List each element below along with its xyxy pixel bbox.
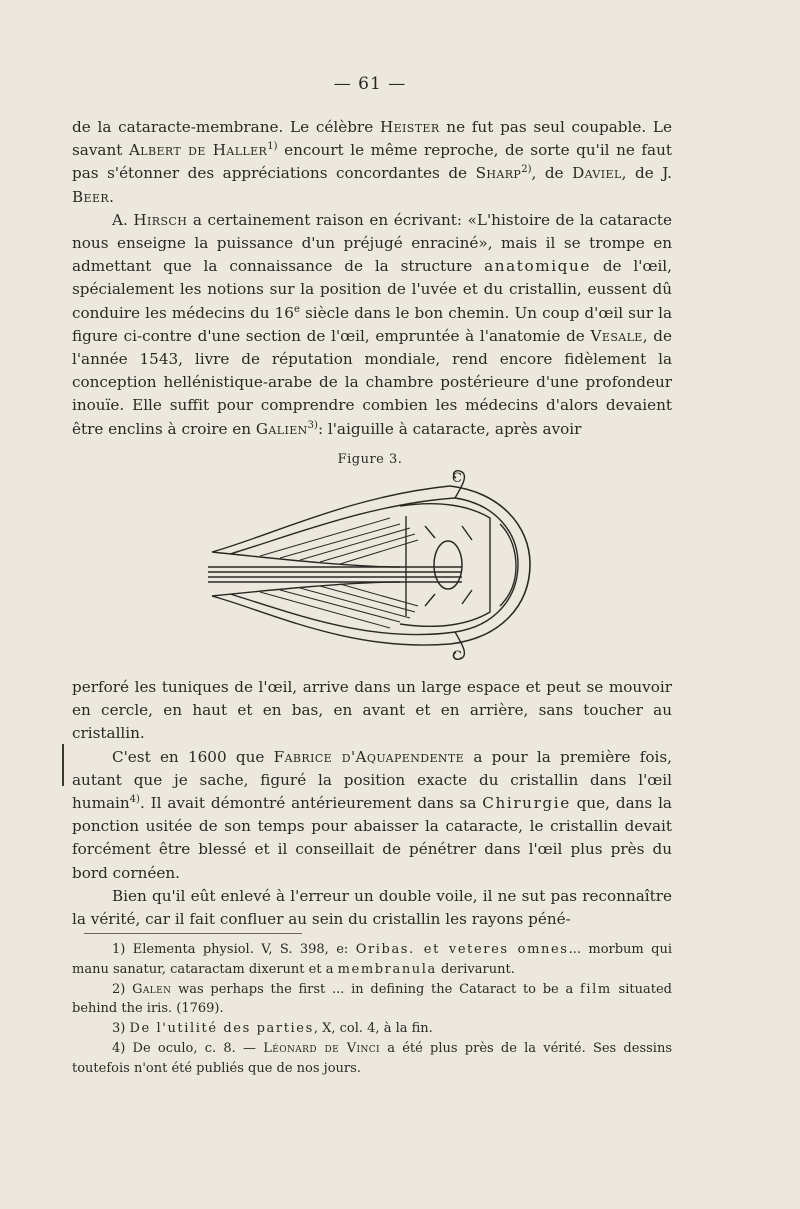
body-text-top (72, 116, 672, 441)
footnote-ref-2: 2) (521, 164, 532, 176)
name-daviel: Daviel (572, 164, 622, 183)
name-galien: Galien (255, 419, 308, 438)
paragraph-4: C'est en 1600 que Fabrice d'Aquapendente a pour la première fois, autant que je sache, figuré la position exacte du cristallin dans l'œil humain$^{4)}$. Il avait démontré antérieurement dans sa Chirurgie que, dans la ponction usitée de son temps pour abaisser la cataracte, le cristallin devait forcément être blessé et il conseillait de pénétrer dans l'œil plus près du bord cornéen. (72, 747, 672, 882)
figure-label-bottom: C (452, 649, 462, 662)
footnote-2: 2) Galen was perhaps the first ... in defining the Cataract to be a film situated behind the iris. (1769). (72, 981, 672, 1017)
name-heister: Heister (379, 118, 440, 136)
name-fabrice: Fabrice d'Aquapendente (273, 747, 465, 766)
page-number: — 61 — (333, 74, 407, 94)
footnotes (72, 940, 672, 1079)
name-sharp: Sharp (475, 164, 522, 183)
name-vesale: Vesale (590, 326, 643, 345)
body-text-bottom (72, 676, 672, 931)
spaced-anatomique: anatomique (484, 257, 591, 276)
footnote-rule (84, 933, 302, 934)
paragraph-3: perforé les tuniques de l'œil, arrive dans un large espace et peut se mouvoir en cercle, en haut et en bas, en avant et en arrière, sans toucher au cristallin. (72, 678, 672, 743)
paragraph-1: de la cataracte-membrane. Le célèbre Heister ne fut pas seul coupable. Le savant Albert de Haller$^{1)}$ encourt le même reproche, de sorte qu'il ne faut pas s'étonner des appréciations concordantes de Sharp$^{2)}$, de Daviel, de J. Beer. (72, 118, 672, 206)
spaced-chirurgie: Chirurgie (482, 794, 571, 813)
paragraph-5: Bien qu'il eût enlevé à l'erreur un double voile, il ne sut pas reconnaître la vérité, car il fait confluer au sein du cristallin les rayons péné- (72, 886, 672, 929)
footnote-1: 1) Elementa physiol. V, S. 398, e: Oribas. et veteres omnes... morbum qui manu sanatur, cataractam dixerunt et a membranula derivarunt. (72, 942, 673, 977)
figure-label-top: C (452, 471, 462, 486)
margin-mark (62, 744, 64, 786)
footnote-3: 3) De l'utilité des parties, X, col. 4, à la fin. (112, 1021, 433, 1037)
paragraph-2: A. Hirsch a certainement raison en écrivant: «L'histoire de la cataracte nous enseigne la puissance d'un préjugé enraciné», mais il se trompe en admettant que la connaissance de la structure anatomique de l'œil, spécialement les notions sur la position de l'uvée et du cristallin, eussent dû conduire les médecins du 16e siècle dans le bon chemin. Un coup d'œil sur la figure ci-contre d'une section de l'œil, empruntée à l'anatomie de Vesale, de l'année 1543, livre de réputation mondiale, rend encore fidèlement la conception hellénistique-arabe de la chambre postérieure d'une profondeur inouïe. Elle suffit pour comprendre combien les médecins d'alors devaient être enclins à croire en Galien$^{3)}$: l'aiguille à cataracte, après avoir (72, 210, 673, 438)
name-beer: Beer (72, 187, 110, 206)
figure-title: Figure 3. (337, 452, 403, 467)
eye-section-figure (200, 466, 540, 662)
name-hirsch: Hirsch (133, 210, 188, 229)
footnote-4: 4) De oculo, c. 8. — Léonard de Vinci a été plus près de la vérité. Ses dessins toutefois n'ont été publiés que de nos jours. (72, 1040, 672, 1076)
footnote-ref-4: 4) (129, 793, 140, 805)
footnote-ref-1: 1) (267, 141, 278, 153)
name-albert-de-haller: Albert de Haller (128, 141, 268, 160)
footnote-ref-3: 3) (307, 419, 318, 431)
